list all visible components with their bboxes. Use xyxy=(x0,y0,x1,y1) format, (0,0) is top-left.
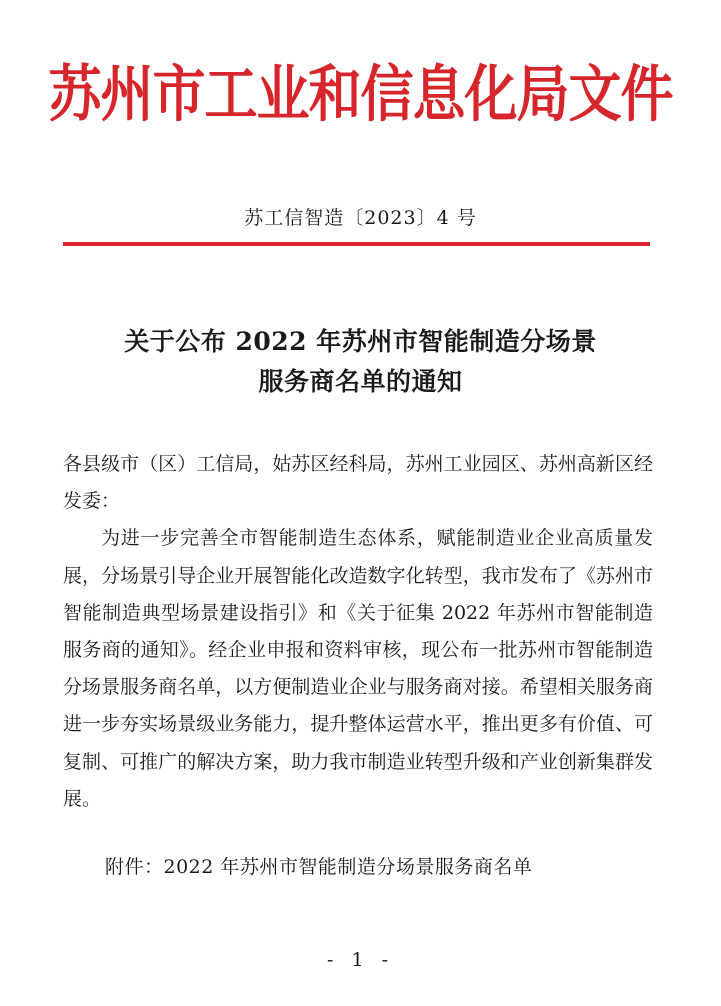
body-paragraph: 为进一步完善全市智能制造生态体系，赋能制造业企业高质量发展，分场景引导企业开展智能化改造数字化转型，我市发布了《苏州市智能制造典型场景建设指引》和《关于征集 2022 年苏州市智能制造服务商的通知》。经企业申报和资料审核，现公布一批苏州市智能制造分场景服务商名单，以方便制造业企业与服务商对接。希望相关服务商进一步夯实场景级业务能力，提升整体运营水平，推出更多有价值、可复制、可推广的解决方案，助力我市制造业转型升级和产业创新集群发展。 xyxy=(63,527,653,810)
notice-title-line-2: 服务商名单的通知 xyxy=(258,367,463,396)
red-divider-line xyxy=(63,242,650,246)
notice-title xyxy=(60,322,661,402)
page-number: - 1 - xyxy=(326,949,394,971)
notice-body xyxy=(63,446,653,818)
document-number: 苏工信智造〔2023〕4 号 xyxy=(244,207,477,229)
attachment-line: 附件：2022 年苏州市智能制造分场景服务商名单 xyxy=(105,856,533,878)
notice-title-line-1: 关于公布 2022 年苏州市智能制造分场景 xyxy=(124,327,597,356)
salutation: 各县级市（区）工信局，姑苏区经科局，苏州工业园区、苏州高新区经发委： xyxy=(63,453,653,513)
letterhead-title: 苏州市工业和信息化局文件 xyxy=(48,59,673,130)
